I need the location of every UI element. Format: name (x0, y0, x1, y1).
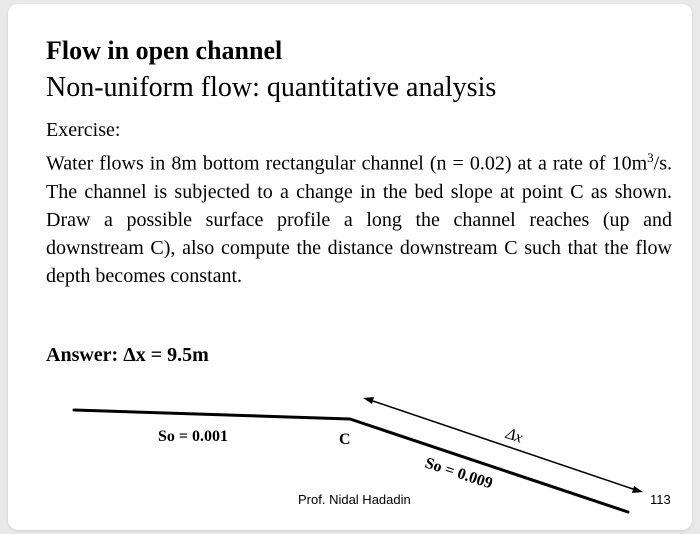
page-number: 113 (650, 492, 671, 507)
answer-text: Answer: Δx = 9.5m (46, 344, 209, 366)
distance-arrow-head-start (363, 397, 374, 404)
upstream-slope-label: So = 0.001 (158, 428, 229, 445)
exercise-label: Exercise: (46, 119, 121, 141)
point-c-label: C (339, 431, 351, 448)
slide-title: Flow in open channel (46, 36, 283, 65)
upstream-bed-line (74, 410, 350, 419)
downstream-slope-label: So = 0.009 (422, 454, 495, 493)
channel-diagram (8, 4, 692, 530)
footer-author: Prof. Nidal Hadadin (298, 492, 411, 507)
distance-arrow-line (370, 400, 636, 490)
distance-arrow-head-end (632, 486, 643, 493)
delta-x-label: Δx (503, 425, 525, 447)
slide (8, 4, 692, 530)
exercise-text-part2: /s. The channel is subjected to a change in the bed slope at point C as shown. Draw a possible surface profile a long the channel reaches (up and downstream C), also compute the distance downstream C such that the flow depth becomes constant. (46, 152, 672, 287)
exercise-text-superscript: 3 (647, 150, 654, 165)
exercise-text-part1: Water flows in 8m bottom rectangular channel (n = 0.02) at a rate of 10m (46, 152, 648, 175)
slide-subtitle: Non-uniform flow: quantitative analysis (46, 72, 497, 103)
